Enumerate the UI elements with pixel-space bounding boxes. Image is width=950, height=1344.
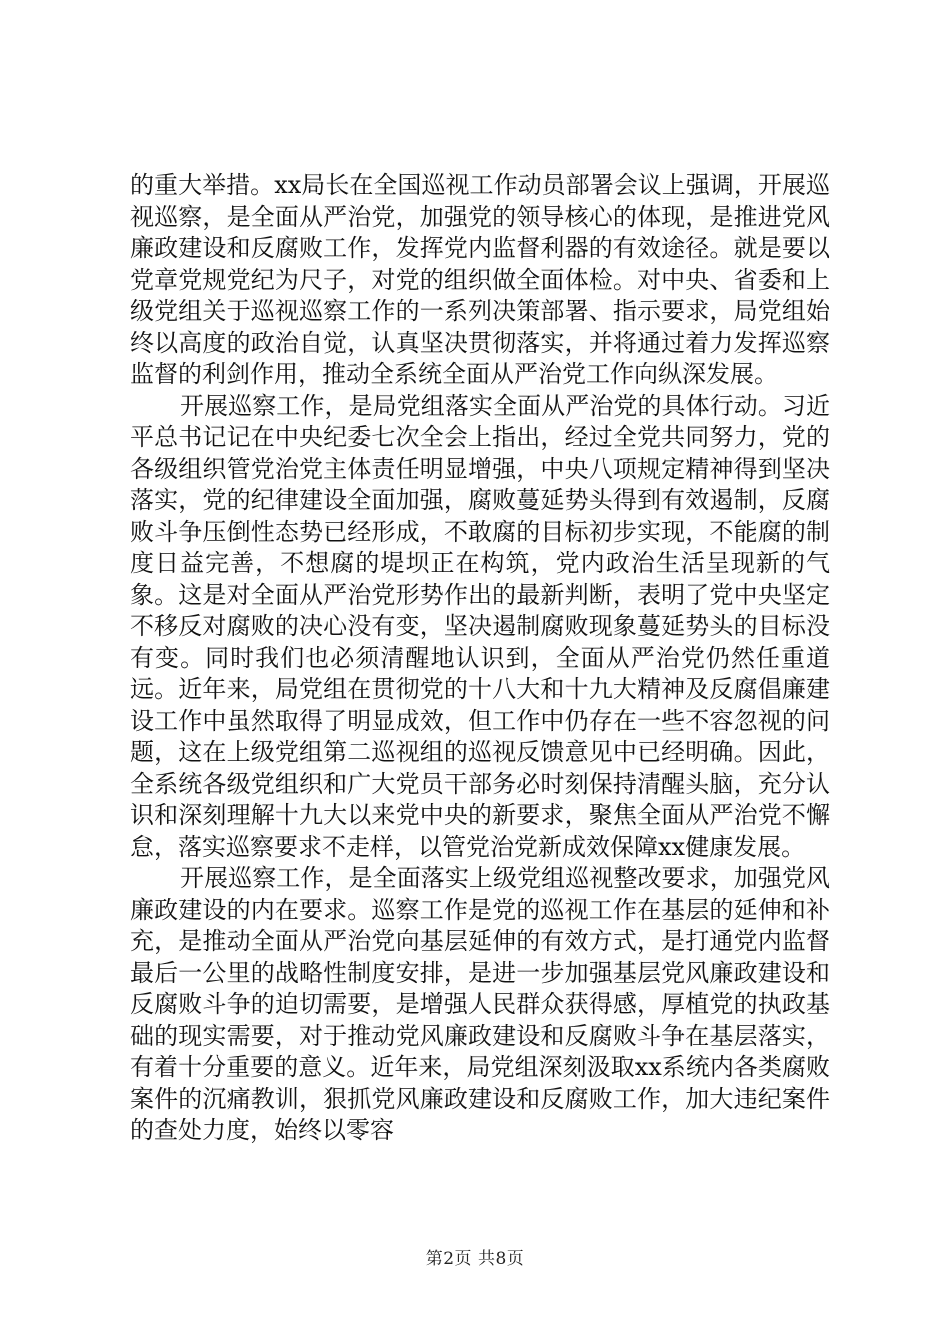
- page-number-footer: 第2页 共8页: [425, 1249, 525, 1269]
- document-body: [130, 170, 830, 1147]
- paragraph-inspection-requirement: 开展巡察工作，是全面落实上级党组巡视整改要求，加强党风廉政建设的内在要求。巡察工作是党的巡视工作在基层的延伸和补充，是推动全面从严治党向基层延伸的有效方式，是打通党内监督最后一公里的战略性制度安排，是进一步加强基层党风廉政建设和反腐败斗争的迫切需要，是增强人民群众获得感，厚植党的执政基础的现实需要，对于推动党风廉政建设和反腐败斗争在基层落实，有着十分重要的意义。近年来，局党组深刻汲取xx系统内各类腐败案件的沉痛教训，狠抓党风廉政建设和反腐败工作，加大违纪案件的查处力度，始终以零容: [130, 864, 830, 1144]
- paragraph-inspection-action: 开展巡察工作，是局党组落实全面从严治党的具体行动。习近平总书记记在中央纪委七次全会上指出，经过全党共同努力，党的各级组织管党治党主体责任明显增强，中央八项规定精神得到坚决落实，党的纪律建设全面加强，腐败蔓延势头得到有效遏制，反腐败斗争压倒性态势已经形成，不敢腐的目标初步实现，不能腐的制度日益完善，不想腐的堤坝正在构筑，党内政治生活呈现新的气象。这是对全面从严治党形势作出的最新判断，表明了党中央坚定不移反对腐败的决心没有变，坚决遏制腐败现象蔓延势头的目标没有变。同时我们也必须清醒地认识到，全面从严治党仍然任重道远。近年来，局党组在贯彻党的十八大和十九大精神及反腐倡廉建设工作中虽然取得了明显成效，但工作中仍存在一些不容忽视的问题，这在上级党组第二巡视组的巡视反馈意见中已经明确。因此，全系统各级党组织和广大党员干部务必时刻保持清醒头脑，充分认识和深刻理解十九大以来党中央的新要求，聚焦全面从严治党不懈怠，落实巡察要求不走样，以管党治党新成效保障xx健康发展。: [130, 391, 830, 861]
- paragraph-continued: 的重大举措。xx局长在全国巡视工作动员部署会议上强调，开展巡视巡察，是全面从严治党，加强党的领导核心的体现，是推进党风廉政建设和反腐败工作，发挥党内监督利器的有效途径。就是要以党章党规党纪为尺子，对党的组织做全面体检。对中央、省委和上级党组关于巡视巡察工作的一系列决策部署、指示要求，局党组始终以高度的政治自觉，认真坚决贯彻落实，并将通过着力发挥巡察监督的利剑作用，推动全系统全面从严治党工作向纵深发展。: [130, 171, 830, 388]
